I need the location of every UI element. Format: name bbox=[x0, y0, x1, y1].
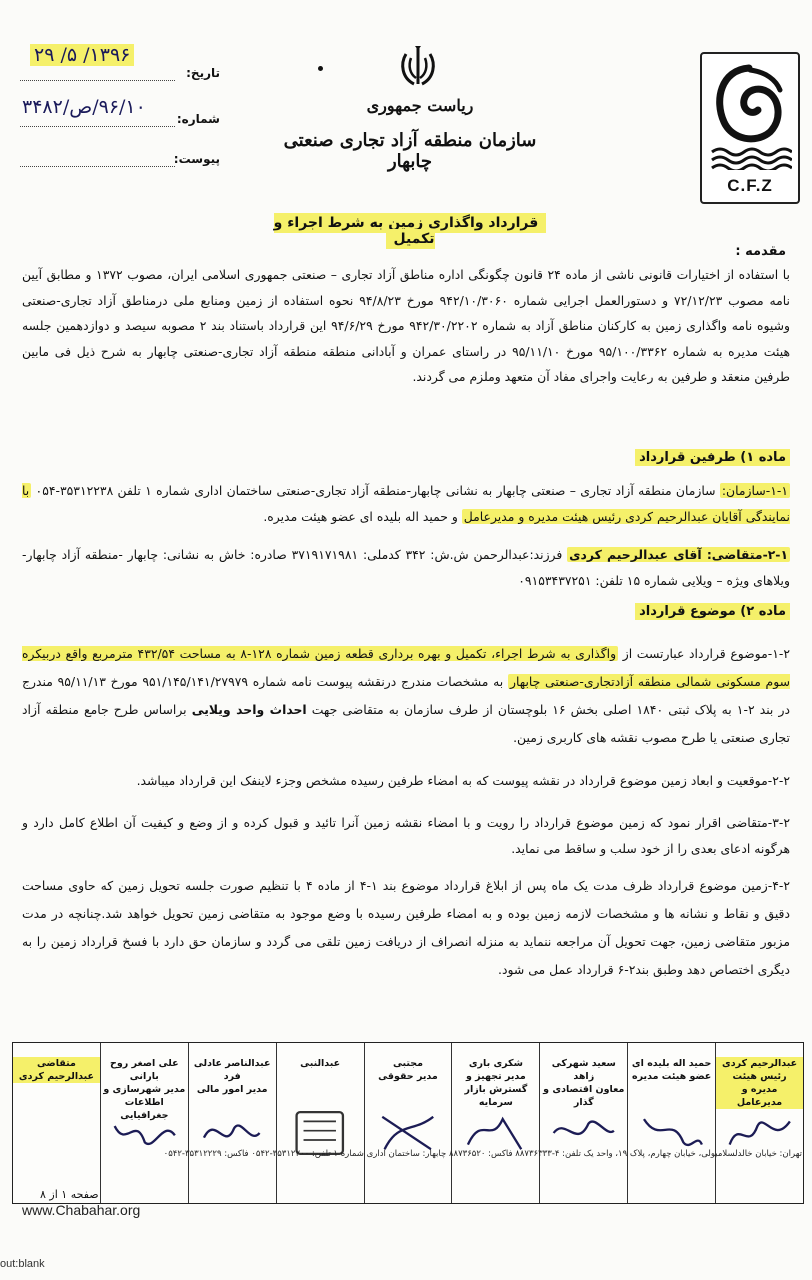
signature-cell: مجتبی مدیر حقوقی bbox=[364, 1043, 452, 1203]
page-number: صفحه ۱ از ۸ bbox=[40, 1188, 99, 1201]
footer-address: تهران: خیابان خالدلسلامبولی، خیابان چهارم، پلاک ۱۹، واحد یک تلفن: ۴-۸۸۷۳۶۳۳۳ فاکس: ۸۸۷۳۶۵۲۰ چابهار: ساختمان اداری شماره ۱ تلفن: ۳۵۳۱۲۲۰۰-۰۵۴۲ فاکس: ۳۵۳۱۲۲۲۹-۰۵۴۲ bbox=[163, 1149, 802, 1159]
signature-cell: حمید اله بلیده ای عضو هیئت مدیره bbox=[627, 1043, 715, 1203]
number-line bbox=[20, 126, 175, 127]
cfz-logo-mark-icon bbox=[706, 60, 792, 170]
signature-cell: سعید شهرکی زاهد معاون اقتصادی و گذار bbox=[539, 1043, 627, 1203]
org-line-1: ریاست جمهوری bbox=[366, 96, 474, 115]
signature-cell: عبدالناصر عادلی فرد مدیر امور مالی bbox=[188, 1043, 276, 1203]
signature-table bbox=[12, 1042, 804, 1204]
document-title: قرارداد واگذاری زمین به شرط اجراء و تکمیل bbox=[260, 215, 560, 247]
article1-clause1: ۱-۱-سازمان: سازمان منطقه آزاد تجاری – صنعتی چابهار به نشانی چابهار-منطقه آزاد تجاری-صنعتی ساختمان اداری شماره ۱ تلفن ۳۵۳۱۲۲۳۸-۰۵۴ با نمایندگی آقایان عبدالرحیم کردی رئیس هیئت مدیره و مدیرعامل و حمید اله بلیده ای عضو هیئت مدیره. bbox=[22, 483, 790, 524]
article2-clause1: ۱-۲-موضوع قرارداد عبارتست از واگذاری به شرط اجراء، تکمیل و بهره برداری قطعه زمین شماره ۱۲۸-۸ به مساحت ۴۳۲/۵۴ مترمربع واقع دربیکره سوم مسکونی شمالی منطقه آزادتجاری-صنعتی چابهار به مشخصات مندرج درنقشه پیوست نامه شماره ۹۵۱/۱۴۵/۱۴۱/۲۷۹۷۹ مورخ ۹۵/۱۱/۱۳ مندرج در بند ۲-۱ به پلاک ثبتی ۱۸۴۰ اصلی بخش ۱۶ بلوچستان از طرف سازمان به متقاضی جهت احداث واحد ویلایی براساس طرح جامع منطقه آزاد تجاری صنعتی یا طرح مصوب نقشه های کاربری زمین. bbox=[22, 646, 791, 745]
logo-text: C.F.Z bbox=[727, 176, 773, 195]
article1-heading: ماده ۱) طرفین قرارداد bbox=[635, 450, 790, 465]
article2-clause3: ۳-۲-متقاضی اقرار نمود که زمین موضوع قرارداد را رویت و با امضاء نقشه زمین آنرا تائید و قبول کرده و از وضع و کیفیت آن اطلاع کامل دارد و هرگونه ادعای بعدی را از خود سلب و ساقط می نماید. bbox=[22, 815, 790, 856]
signature-cell: شکری باری مدیر تجهیز و گسترش بازار سرمایه bbox=[451, 1043, 539, 1203]
cfz-logo bbox=[700, 52, 800, 204]
ink-dot bbox=[318, 66, 323, 71]
article2-clause2: ۲-۲-موقعیت و ابعاد زمین موضوع قرارداد در نقشه پیوست که به امضاء طرفین رسیده مشخص وجزء لاینفک این قرارداد میباشد. bbox=[136, 773, 790, 788]
intro-heading: مقدمه : bbox=[735, 244, 786, 259]
status-text: out:blank bbox=[0, 1258, 45, 1270]
date-line bbox=[20, 80, 175, 81]
number-value: ۹۶/۱۰/ص/۳۴۸۲ bbox=[22, 96, 146, 118]
article2-clause4: ۴-۲-زمین موضوع قرارداد ظرف مدت یک ماه پس از ابلاغ قرارداد موضوع بند ۱-۴ از ماده ۴ با تنظیم صورت جلسه تحویل زمین که حاوی مساحت دقیق و نقاط و نشانه ها و مشخصات لازمه زمین بوده و به امضاء طرفین رسیده با وضع موجود به متقاضی زمین تحویل خواهد شد.چنانچه در مدت مزبور متقاضی زمین، جهت تحویل آن مراجعه ننماید به منزله انصراف از دریافت زمین تلقی می گردد و سازمان حق دارد با فسخ قرارداد زمین را به دیگری اختصاص دهد وطبق بند۲-۶ قرارداد عمل می شود. bbox=[22, 878, 790, 977]
org-line-2: سازمان منطقه آزاد تجاری صنعتی چابهار bbox=[283, 130, 537, 172]
signature-cell: عبدالنبی bbox=[276, 1043, 364, 1203]
attachment-line bbox=[20, 166, 175, 167]
date-value: ۱۳۹۶/ ۵/ ۲۹ bbox=[30, 44, 134, 66]
iran-emblem-icon bbox=[398, 44, 438, 92]
intro-paragraph: با استفاده از اختیارات قانونی ناشی از ماده ۲۴ قانون چگونگی اداره مناطق آزاد تجاری – صنعتی جمهوری اسلامی ایران، مصوب ۱۳۷۲ و مطابق آیین نامه مصوب ۷۲/۱۲/۲۳ و دستورالعمل اجرایی شماره ۹۴۲/۱۰/۳۰۶۰ مورخ ۹۴/۸/۲۳ نحوه استفاده از زمین ومنابع ملی درمناطق آزاد تجاری-صنعتی وشیوه نامه واگذاری زمین به کارکنان مناطق آزاد به شماره ۹۴۲/۳۰/۲۲۰۲ مورخ ۹۴/۶/۲۹ این قرارداد باستناد بند ۲ مصوبه سیصد و دوازدهمین جلسه هیئت مدیره به شماره ۹۵/۱۰۰/۳۳۶۲ مورخ ۹۵/۱۱/۱۰ در راستای عمران و آبادانی منطقه منطقه آزاد تجاری-صنعتی چابهار به شرح ذیل فی مابین طرفین منعقد و طرفین به رعایت واجرای مفاد آن متعهد وملزم می گردند. bbox=[22, 267, 790, 384]
number-label: شماره: bbox=[176, 112, 220, 126]
date-label: تاریخ: bbox=[186, 66, 220, 80]
signature-cell: متقاضی عبدالرحیم کردی bbox=[13, 1043, 100, 1203]
website-link[interactable]: www.Chabahar.org bbox=[22, 1202, 141, 1218]
signature-cell: عبدالرحیم کردی رئیس هیئت مدیره و مدیرعامل bbox=[715, 1043, 803, 1203]
article1-clause2: ۲-۱-متقاضی: آقای عبدالرحیم کردی فرزند:عبدالرحمن ش.ش: ۳۴۲ کدملی: ۳۷۱۹۱۷۱۹۸۱ صادره: خاش به نشانی: چابهار -منطقه آزاد چابهار- ویلاهای ویژه – ویلایی شماره ۱۵ تلفن: ۰۹۱۵۳۴۳۷۲۵۱ bbox=[22, 547, 790, 588]
article2-heading: ماده ۲) موضوع قرارداد bbox=[635, 604, 790, 619]
attachment-label: پیوست: bbox=[173, 152, 220, 166]
signature-cell: علی اصغر روح بارانی مدیر شهرسازی و اطلاعات جغرافیایی bbox=[100, 1043, 188, 1203]
